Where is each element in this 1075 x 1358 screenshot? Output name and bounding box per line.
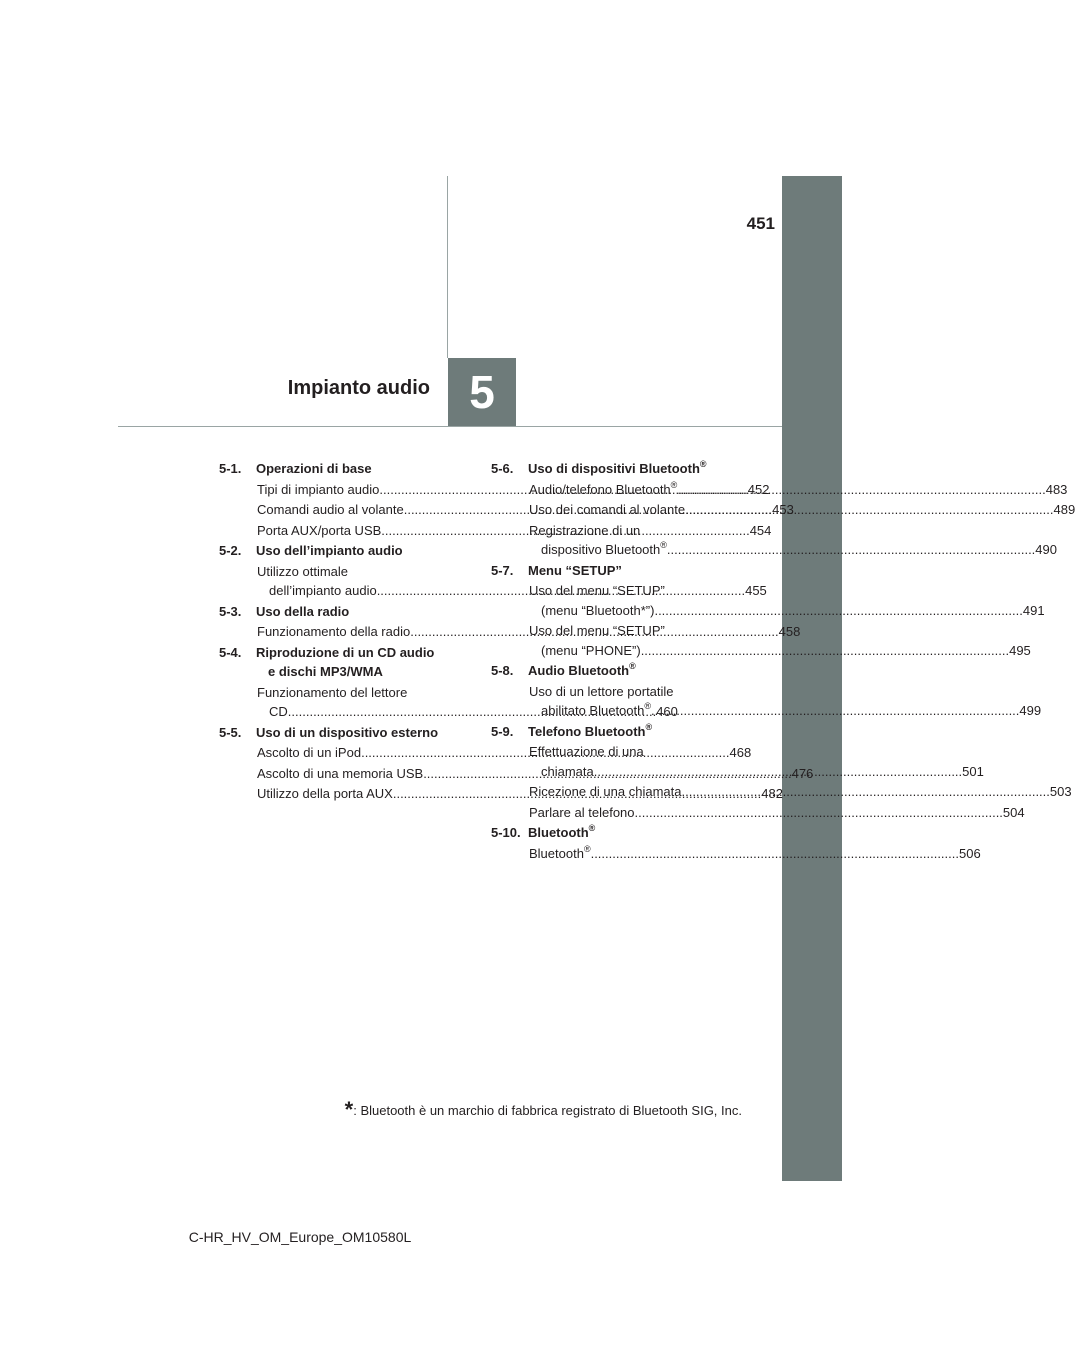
section-number: 5-6. bbox=[491, 461, 514, 476]
entry-page: 491 bbox=[1022, 602, 1045, 618]
section-title: Audio Bluetooth bbox=[528, 663, 630, 678]
vertical-rule bbox=[447, 176, 448, 358]
registered-mark: ® bbox=[644, 701, 651, 711]
entry-title-line1: Utilizzo ottimale bbox=[257, 563, 349, 579]
footer-document-code: C-HR_HV_OM_Europe_OM10580L bbox=[188, 1229, 412, 1245]
entry-page: 458 bbox=[778, 624, 801, 639]
footnote-asterisk: * bbox=[344, 1097, 354, 1122]
entry-page: 483 bbox=[1045, 481, 1068, 497]
entry-title: abilitato Bluetooth bbox=[541, 703, 645, 718]
entry-title: Ascolto di un iPod bbox=[257, 745, 362, 760]
chapter-number-box: 5 bbox=[448, 358, 516, 426]
entry-title: Audio/telefono Bluetooth bbox=[529, 481, 671, 497]
entry-title-line1: Uso del menu “SETUP” bbox=[529, 623, 665, 638]
entry-title-line1: Uso di un lettore portatile bbox=[529, 683, 674, 699]
registered-mark: ® bbox=[583, 843, 591, 854]
entry-title-line1: Uso del menu “SETUP” bbox=[529, 583, 665, 598]
entry-page: 452 bbox=[747, 481, 770, 497]
section-heading[interactable] bbox=[491, 561, 739, 581]
section-heading[interactable] bbox=[491, 823, 739, 843]
section-title: Uso dell’impianto audio bbox=[256, 543, 403, 558]
section-number: 5-1. bbox=[219, 461, 242, 476]
entry-page: 504 bbox=[1002, 804, 1025, 820]
registered-mark: ® bbox=[629, 661, 636, 671]
section-heading[interactable] bbox=[219, 643, 466, 682]
section-title: Telefono Bluetooth bbox=[528, 723, 646, 739]
entry-title: Uso dei comandi al volante bbox=[529, 502, 686, 517]
section-number: 5-3. bbox=[219, 603, 242, 619]
toc-section-5-8 bbox=[491, 661, 1042, 721]
entry-page: 454 bbox=[749, 522, 772, 538]
entry-title: dispositivo Bluetooth bbox=[541, 542, 661, 557]
section-title-line2: e dischi MP3/WMA bbox=[268, 664, 383, 679]
section-heading[interactable] bbox=[219, 541, 466, 561]
entry-page: 455 bbox=[745, 583, 767, 598]
toc-section-5-10 bbox=[491, 823, 981, 863]
entry-page: 506 bbox=[958, 845, 981, 861]
section-number: 5-4. bbox=[219, 644, 242, 660]
toc-entry[interactable] bbox=[491, 803, 1025, 823]
entry-page: 499 bbox=[1019, 703, 1042, 718]
section-number: 5-5. bbox=[219, 724, 242, 740]
section-heading[interactable] bbox=[491, 722, 739, 742]
section-heading[interactable] bbox=[219, 602, 466, 622]
footnote-text: : Bluetooth è un marchio di fabbrica registrato di Bluetooth SIG, Inc. bbox=[353, 1103, 742, 1118]
footnote bbox=[322, 1097, 742, 1123]
entry-title: Ricezione di una chiamata bbox=[529, 784, 682, 799]
entry-title: Bluetooth bbox=[529, 845, 584, 861]
entry-title: Porta AUX/porta USB bbox=[257, 522, 382, 538]
entry-title: chiamata bbox=[541, 763, 594, 779]
entry-title: (menu “Bluetooth*”) bbox=[541, 602, 655, 618]
entry-page: 476 bbox=[791, 765, 814, 781]
entry-page: 482 bbox=[761, 786, 783, 801]
entry-title: CD bbox=[269, 704, 288, 719]
entry-page: 489 bbox=[1053, 502, 1075, 517]
entry-title: Comandi audio al volante bbox=[257, 502, 404, 517]
registered-mark: ® bbox=[670, 479, 678, 490]
entry-title: (menu “PHONE”) bbox=[541, 642, 641, 658]
entry-title: Tipi di impianto audio bbox=[257, 481, 380, 497]
horizontal-rule bbox=[118, 426, 782, 427]
chapter-side-tab bbox=[782, 176, 842, 1181]
chapter-title: Impianto audio bbox=[287, 377, 430, 399]
entry-page: 495 bbox=[1009, 642, 1031, 658]
section-title-line1: Riproduzione di un CD audio bbox=[256, 644, 435, 660]
registered-mark: ® bbox=[588, 823, 596, 833]
page-number: 451 bbox=[746, 214, 775, 233]
section-heading[interactable] bbox=[219, 459, 466, 479]
section-number: 5-7. bbox=[491, 562, 514, 578]
entry-page: 468 bbox=[729, 745, 752, 760]
entry-title-line1: Registrazione di un bbox=[529, 522, 641, 538]
toc-entry[interactable] bbox=[491, 682, 1042, 721]
entry-page: 490 bbox=[1035, 542, 1057, 557]
section-title: Uso di un dispositivo esterno bbox=[256, 724, 439, 740]
entry-title: Utilizzo della porta AUX bbox=[257, 786, 393, 801]
entry-title-line1: Funzionamento del lettore bbox=[257, 684, 408, 700]
section-heading[interactable] bbox=[491, 459, 739, 479]
entry-title: Funzionamento della radio bbox=[257, 624, 411, 639]
section-title: Uso della radio bbox=[256, 603, 350, 619]
section-heading[interactable] bbox=[219, 723, 466, 743]
section-number: 5-9. bbox=[491, 723, 514, 739]
entry-page: 503 bbox=[1049, 784, 1072, 799]
section-title: Uso di dispositivi Bluetooth bbox=[528, 461, 700, 476]
registered-mark: ® bbox=[699, 459, 707, 469]
section-title: Operazioni di base bbox=[256, 461, 372, 476]
section-number: 5-10. bbox=[491, 825, 521, 840]
entry-page: 501 bbox=[962, 763, 984, 779]
entry-page: 453 bbox=[772, 502, 794, 517]
entry-page: 460 bbox=[656, 704, 678, 719]
entry-title: dell’impianto audio bbox=[269, 583, 377, 598]
section-heading[interactable] bbox=[491, 661, 739, 681]
toc-entry[interactable] bbox=[491, 843, 981, 864]
entry-title: Ascolto di una memoria USB bbox=[257, 765, 424, 781]
section-number: 5-8. bbox=[491, 663, 514, 678]
registered-mark: ® bbox=[660, 540, 667, 550]
section-title: Bluetooth bbox=[528, 825, 589, 840]
entry-title-line1: Effettuazione di una bbox=[529, 744, 644, 759]
registered-mark: ® bbox=[645, 721, 653, 732]
section-title: Menu “SETUP” bbox=[528, 562, 622, 578]
entry-title: Parlare al telefono bbox=[529, 804, 635, 820]
section-number: 5-2. bbox=[219, 543, 242, 558]
